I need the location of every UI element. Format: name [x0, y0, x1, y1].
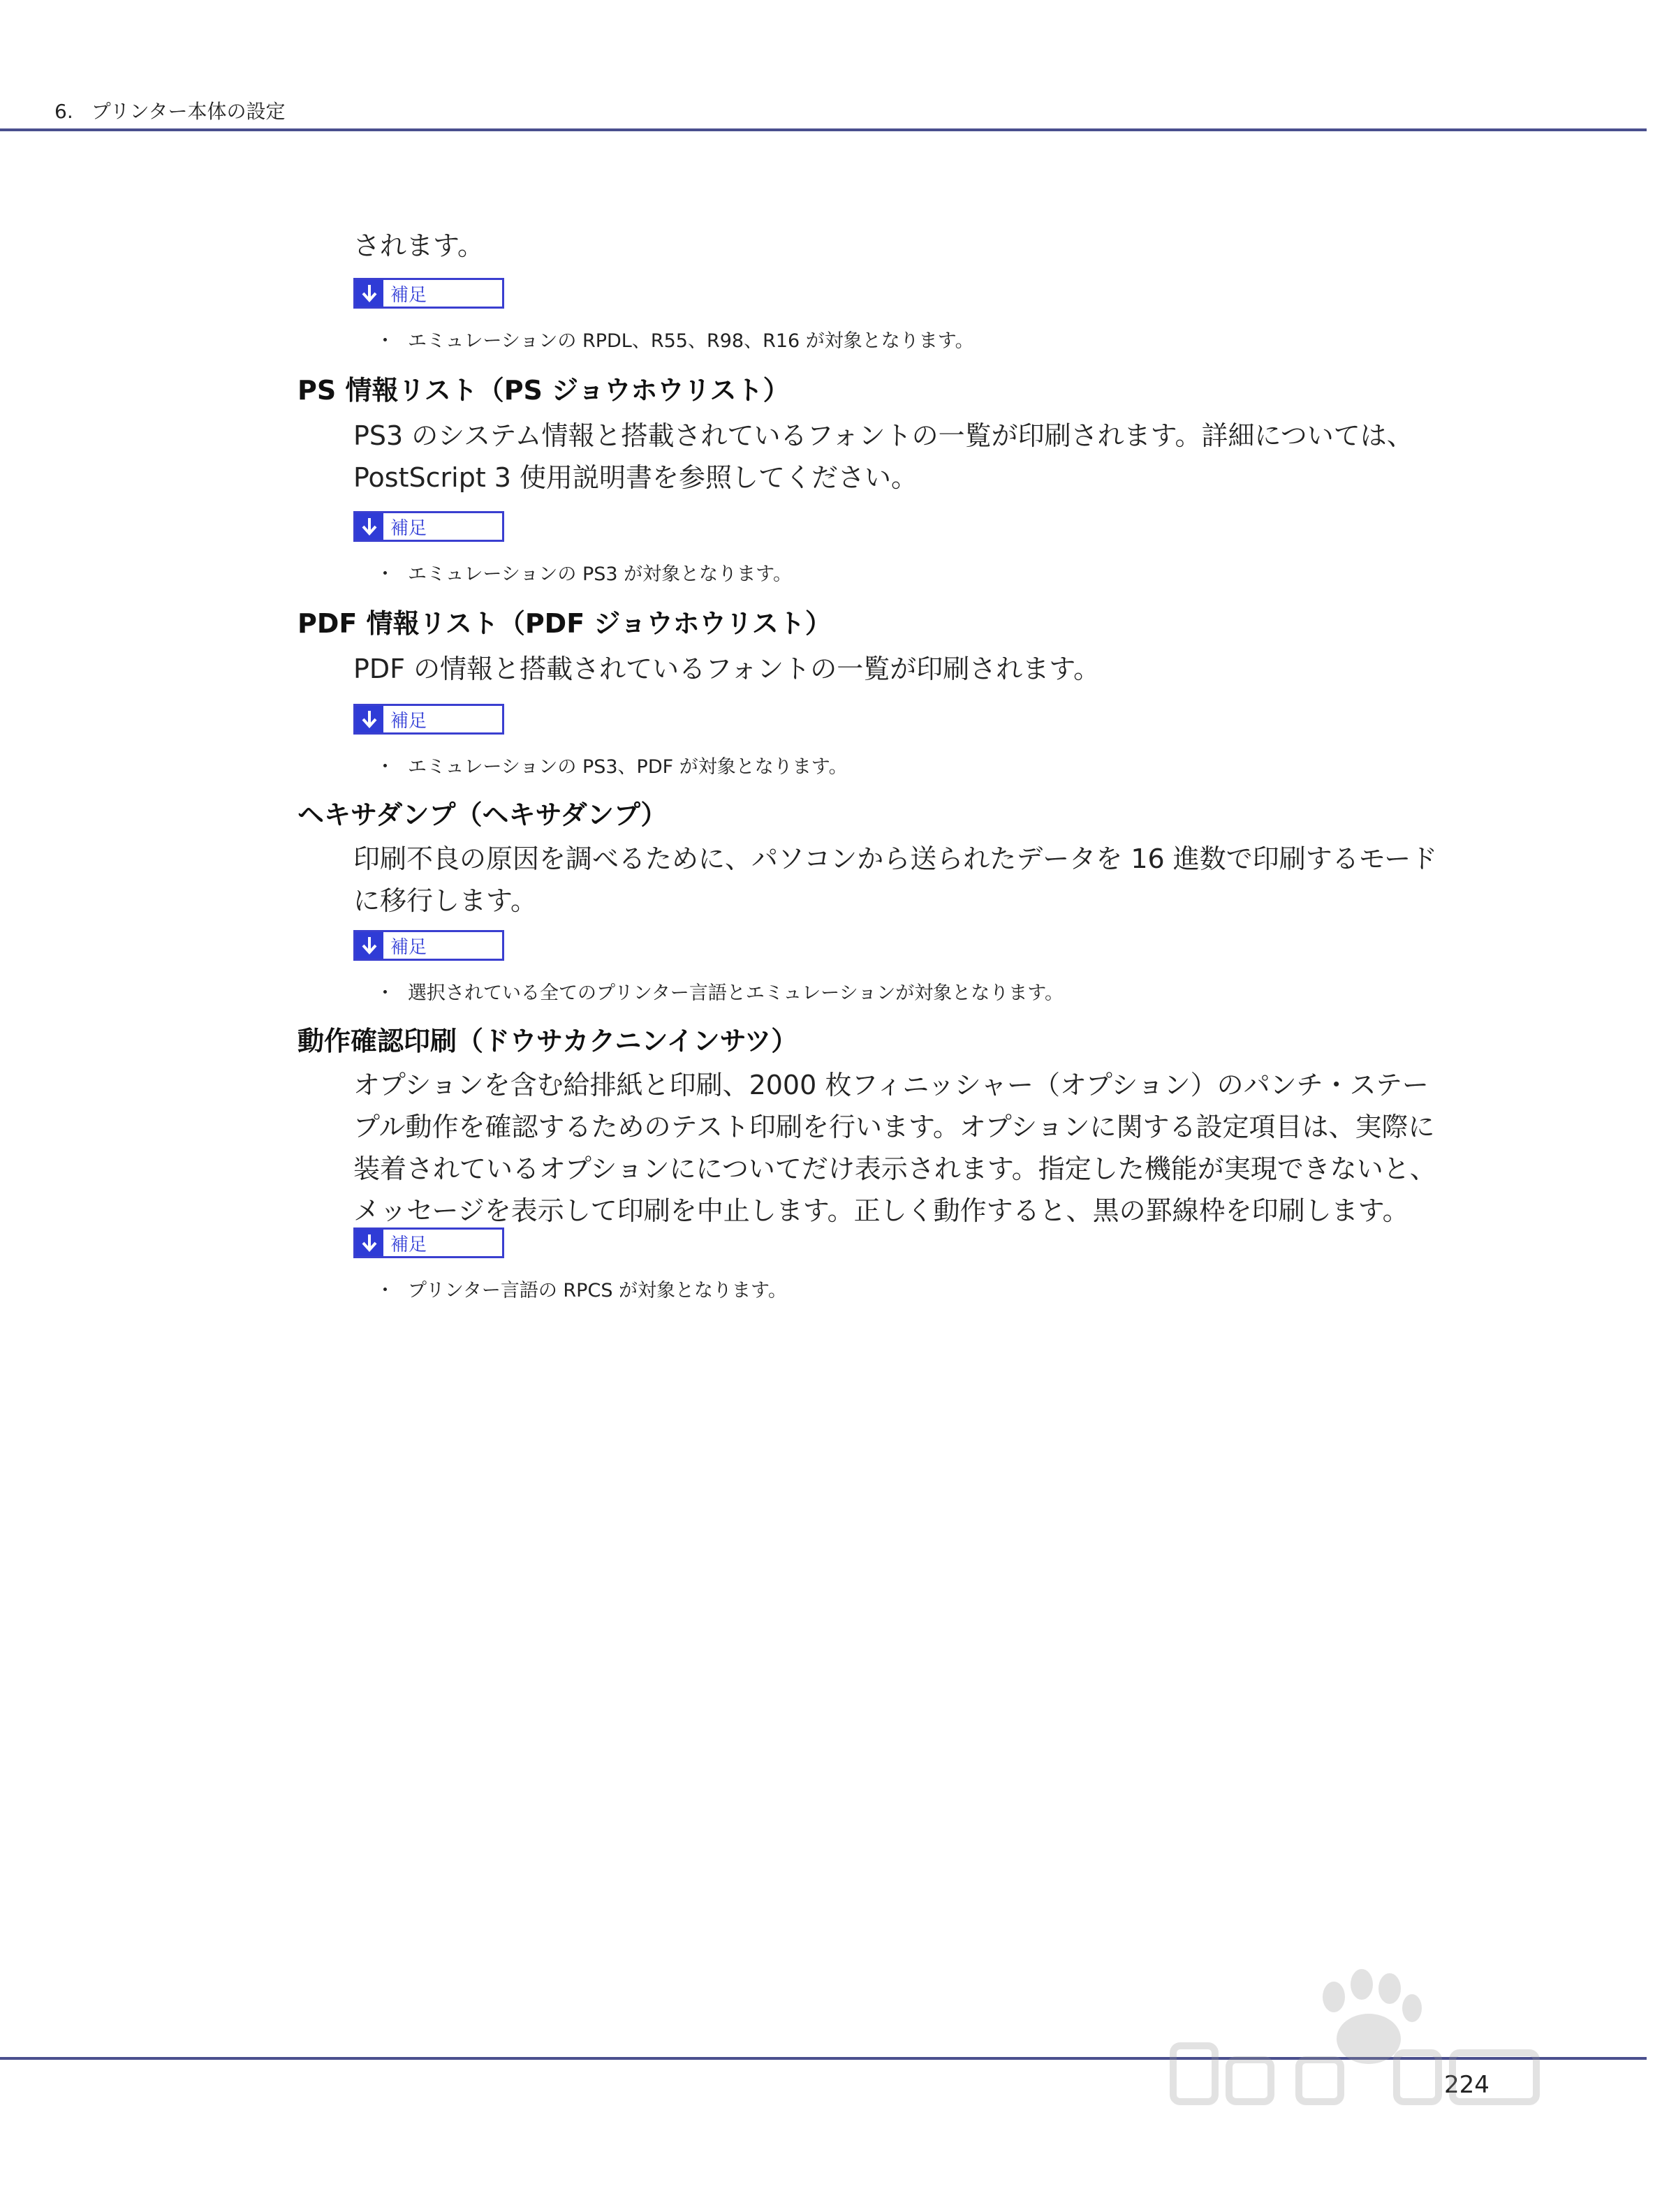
body-line: プル動作を確認するためのテスト印刷を行います。オプションに関する設定項目は、実際に [353, 1112, 1435, 1142]
section-body [353, 838, 1485, 922]
page-number: 224 [1444, 2071, 1490, 2099]
chapter-number: 6. [54, 100, 73, 123]
section-heading-hex-dump: ヘキサダンプ（ヘキサダンプ） [297, 799, 668, 830]
note-item [376, 978, 1064, 1005]
section-heading-pdf-info-list: PDF 情報リスト（PDF ジョウホウリスト） [297, 608, 832, 639]
section-body [353, 1064, 1485, 1232]
note-label: 補足 [390, 284, 427, 306]
chapter-title: プリンター本体の設定 [91, 100, 286, 123]
note-item [376, 751, 848, 779]
down-arrow-icon [355, 513, 383, 540]
down-arrow-icon [355, 280, 383, 307]
body-line: に移行します。 [353, 885, 537, 916]
note-label: 補足 [390, 517, 427, 539]
note-item [376, 325, 974, 353]
bullet-mark: ・ [376, 982, 395, 1004]
intro-text: されます。 [353, 230, 484, 261]
section-heading-operation-check-print: 動作確認印刷（ドウサカクニンインサツ） [297, 1026, 798, 1056]
note-text: エミュレーションの PS3 が対象となります。 [408, 563, 792, 585]
note-text: エミュレーションの PS3、PDF が対象となります。 [408, 756, 848, 778]
note-badge [353, 1227, 504, 1258]
note-label: 補足 [390, 1234, 427, 1255]
note-item [376, 559, 792, 586]
note-badge [353, 704, 504, 735]
down-arrow-icon [355, 1230, 383, 1256]
section-body [353, 648, 1485, 690]
body-line: 印刷不良の原因を調べるために、パソコンから送られたデータを 16 進数で印刷するモード [353, 843, 1438, 874]
body-line: PostScript 3 使用説明書を参照してください。 [353, 462, 918, 493]
bullet-mark: ・ [376, 563, 395, 585]
running-header [54, 96, 285, 124]
body-line: PDF の情報と搭載されているフォントの一覧が印刷されます。 [353, 654, 1101, 684]
note-text: 選択されている全てのプリンター言語とエミュレーションが対象となります。 [408, 982, 1064, 1004]
header-rule [0, 128, 1647, 131]
note-text: エミュレーションの RPDL、R55、R98、R16 が対象となります。 [408, 330, 974, 352]
down-arrow-icon [355, 706, 383, 732]
watermark-logo-icon [1159, 1941, 1550, 2151]
note-text: プリンター言語の RPCS が対象となります。 [408, 1280, 787, 1302]
section-heading-ps-info-list: PS 情報リスト（PS ジョウホウリスト） [297, 375, 790, 406]
bullet-mark: ・ [376, 330, 395, 352]
note-badge [353, 511, 504, 542]
note-badge [353, 930, 504, 961]
bullet-mark: ・ [376, 756, 395, 778]
body-line: メッセージを表示して印刷を中止します。正しく動作すると、黒の罫線枠を印刷します。 [353, 1195, 1409, 1226]
section-body [353, 415, 1485, 499]
body-line: PS3 のシステム情報と搭載されているフォントの一覧が印刷されます。詳細については、 [353, 420, 1413, 451]
body-line: 装着されているオプションにについてだけ表示されます。指定した機能が実現できないと、 [353, 1153, 1436, 1184]
note-item [376, 1275, 787, 1302]
down-arrow-icon [355, 932, 383, 959]
body-line: オプションを含む給排紙と印刷、2000 枚フィニッシャー（オプション）のパンチ・ステー [353, 1070, 1429, 1100]
note-badge [353, 278, 504, 309]
bullet-mark: ・ [376, 1280, 395, 1302]
note-label: 補足 [390, 710, 427, 732]
note-label: 補足 [390, 936, 427, 958]
